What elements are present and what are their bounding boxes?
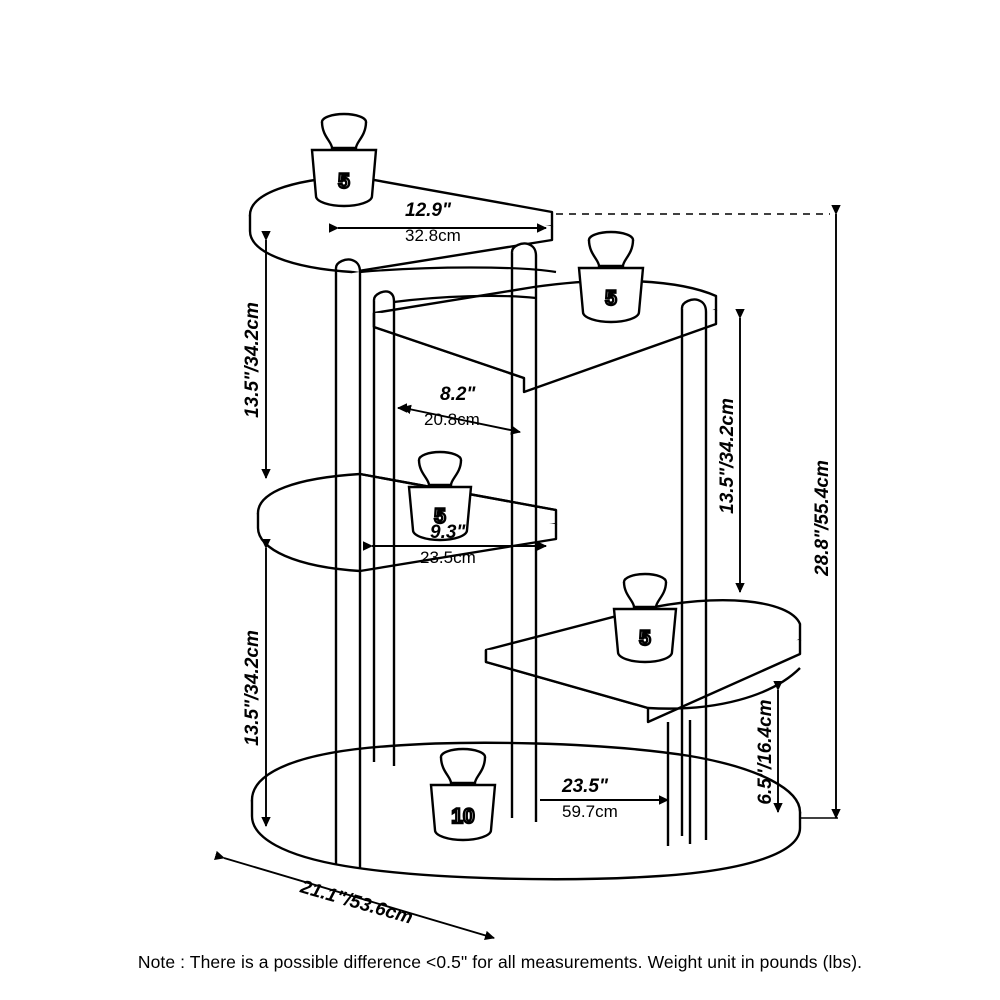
weight-upper-middle-shelf: [579, 232, 643, 322]
bottom-oval-shelf: [252, 743, 800, 879]
dim-upper-middle-shelf-depth-metric: 20.8cm: [424, 410, 480, 429]
dim-top-shelf-depth-metric: 32.8cm: [405, 226, 461, 245]
weight-top-left-shelf: [312, 114, 376, 206]
dim-top-shelf-depth-imperial: 12.9": [405, 200, 451, 221]
dim-right-lower-height-label: 6.5"/16.4cm: [755, 699, 776, 805]
weight-lower-right-shelf: [614, 574, 676, 662]
dim-bottom-shelf-width-imperial: 23.5": [562, 776, 608, 797]
dim-base-depth-label: 21.1"/53.6cm: [298, 876, 416, 929]
dim-bottom-shelf-width-metric: 59.7cm: [562, 802, 618, 821]
dim-middle-shelf-depth-metric: 23.5cm: [420, 548, 476, 567]
weight-label: 5: [639, 627, 651, 650]
weight-label: 5: [338, 170, 350, 193]
furniture-illustration: [250, 176, 800, 879]
dim-total-height-label: 28.8"/55.4cm: [812, 460, 833, 576]
dim-left-upper-height-label: 13.5"/34.2cm: [242, 302, 263, 418]
weight-label: 5: [605, 287, 617, 310]
top-left-shelf: [250, 176, 552, 272]
measurement-note: Note : There is a possible difference <0.5" for all measurements. Weight unit in pounds (lbs).: [137, 952, 863, 972]
dim-right-middle-height-label: 13.5"/34.2cm: [717, 398, 738, 514]
weight-label: 10: [451, 805, 475, 828]
dim-upper-middle-shelf-depth-imperial: 8.2": [440, 384, 476, 405]
weight-bottom-shelf: [431, 749, 495, 840]
dim-middle-shelf-depth-imperial: 9.3": [430, 522, 466, 543]
dim-left-lower-height-label: 13.5"/34.2cm: [242, 630, 263, 746]
weight-label: 5: [434, 505, 446, 528]
upper-middle-shelf: [374, 281, 716, 392]
